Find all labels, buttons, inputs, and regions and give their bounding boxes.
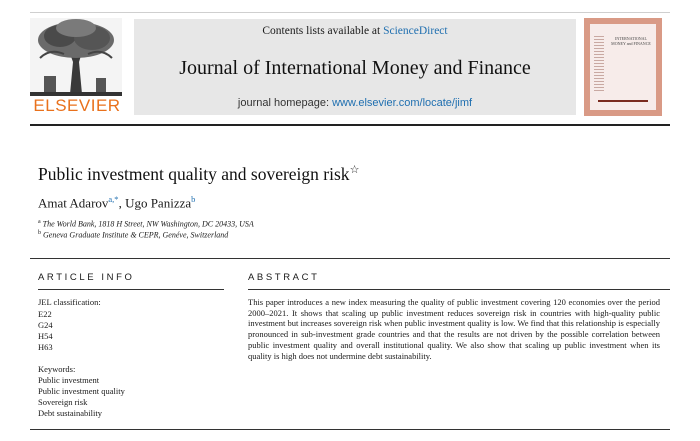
author-name[interactable]: Ugo Panizza — [125, 195, 192, 211]
abstract-rule — [248, 289, 670, 290]
article-info-heading: ARTICLE INFO — [38, 272, 135, 283]
homepage-link[interactable]: www.elsevier.com/locate/jimf — [332, 97, 473, 109]
keyword: Sovereign risk — [38, 397, 88, 407]
affiliation-text: Geneva Graduate Institute & CEPR, Genéve, Switzerland — [43, 230, 229, 240]
bottom-rule — [30, 429, 670, 430]
cover-page — [590, 24, 656, 110]
abstract-heading: ABSTRACT — [248, 272, 320, 283]
contents-prefix: Contents lists available at — [262, 25, 384, 37]
cover-title: INTERNATIONAL MONEY and FINANCE — [611, 36, 651, 46]
jel-code: H63 — [38, 342, 53, 352]
affiliation-mark: b — [38, 230, 41, 236]
cover-bar — [598, 100, 648, 102]
info-rule — [38, 289, 224, 290]
journal-title: Journal of International Money and Finance — [179, 57, 531, 79]
jel-code: G24 — [38, 320, 53, 330]
homepage-prefix: journal homepage: — [237, 97, 333, 109]
cover-column-lines — [594, 36, 604, 93]
journal-cover-thumbnail — [584, 18, 662, 116]
affiliation-mark: a — [38, 219, 41, 225]
publisher-wordmark: ELSEVIER — [33, 96, 121, 115]
keyword: Debt sustainability — [38, 408, 102, 418]
keywords-label: Keywords: — [38, 364, 76, 374]
header-rule — [30, 124, 670, 126]
author-list — [38, 194, 195, 211]
abstract-text: This paper introduces a new index measuring the quality of public investment covering 120 economies over the period 2000–2021. It shows that scaling up public investment reduces sovereign risk in countries with high-quality public investment but increases sovereign risk when public investment quality is low. We find that this relationship is especially pronounced in sub-investment grade countries and that the results are not driven by the possible correlation between public investment quality and overall institutional quality. We also show that scaling up public investment when its quality is high does not undermine debt sustainability. — [248, 297, 660, 361]
affiliation-text: The World Bank, 1818 H Street, NW Washington, DC 20433, USA — [42, 219, 254, 229]
jel-label: JEL classification: — [38, 297, 101, 307]
jel-code: E22 — [38, 309, 52, 319]
author-name[interactable]: Amat Adarov — [38, 195, 109, 211]
contents-line — [134, 25, 576, 37]
top-rule — [30, 12, 670, 13]
affiliation-a — [38, 219, 254, 229]
article-title — [38, 163, 359, 185]
sciencedirect-link[interactable]: ScienceDirect — [383, 25, 448, 37]
keyword: Public investment quality — [38, 386, 125, 396]
jel-code: H54 — [38, 331, 53, 341]
homepage-line — [134, 97, 576, 109]
title-footnote-mark[interactable]: ☆ — [349, 164, 360, 176]
author-separator: , — [118, 195, 126, 211]
article-title-text: Public investment quality and sovereign risk — [38, 163, 350, 184]
author-affiliation-mark[interactable]: a,* — [108, 194, 119, 204]
section-rule — [30, 258, 670, 259]
journal-banner — [134, 19, 576, 115]
author-affiliation-mark[interactable]: b — [191, 194, 196, 204]
affiliation-b — [38, 230, 228, 240]
keyword: Public investment — [38, 375, 100, 385]
